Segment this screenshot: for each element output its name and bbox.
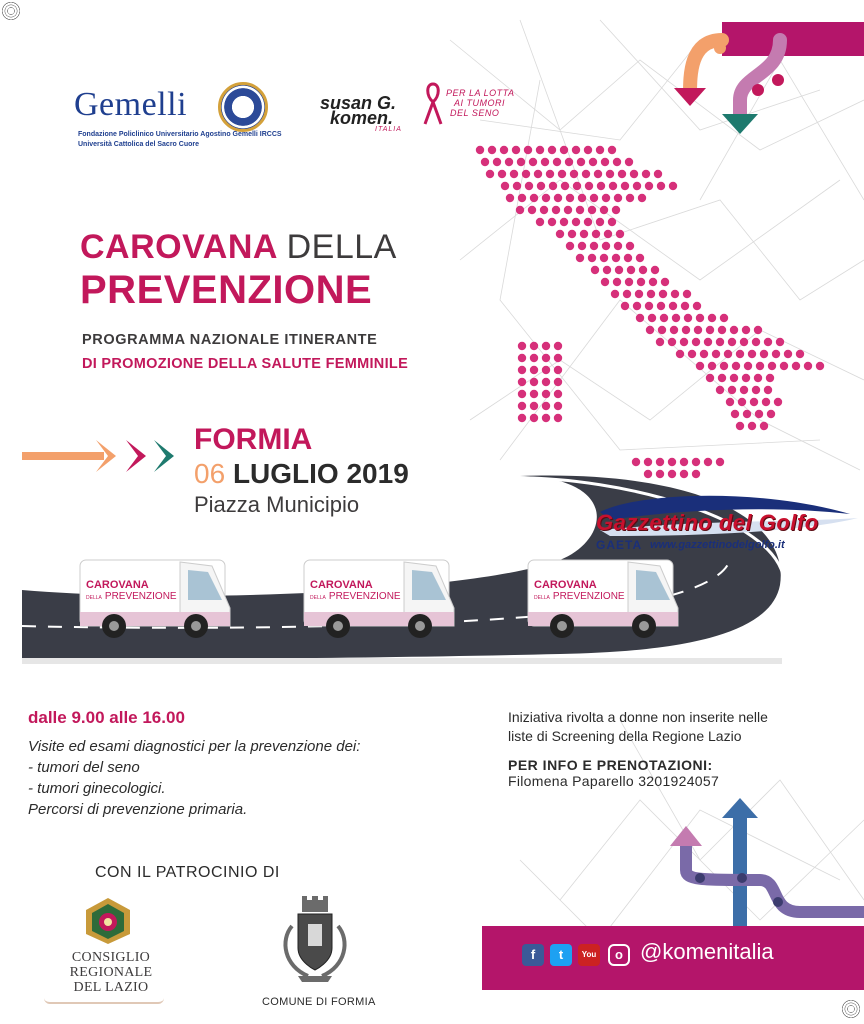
van-2-label-small: DELLA xyxy=(310,595,326,601)
facebook-icon[interactable]: f xyxy=(522,944,544,966)
komen-tag-2: AI TUMORI xyxy=(454,98,505,108)
event-day: 06 xyxy=(194,458,226,489)
van-1-label-top: CAROVANA xyxy=(86,579,149,591)
visits-list xyxy=(28,736,360,820)
patronage-heading: CON IL PATROCINIO DI xyxy=(95,864,280,881)
youtube-icon[interactable]: You xyxy=(578,944,600,966)
formia-municipality: COMUNE DI FORMIA xyxy=(262,996,376,1008)
social-handle[interactable]: @komenitalia xyxy=(640,939,774,964)
target-line-1: Iniziativa rivolta a donne non inserite nelle xyxy=(508,709,768,725)
watermark-city: GAETA xyxy=(596,538,643,552)
gemelli-line-2: Università Cattolica del Sacro Cuore xyxy=(78,141,199,148)
subtitle-line-1: PROGRAMMA NAZIONALE ITINERANTE xyxy=(82,332,378,348)
event-month-year: LUGLIO 2019 xyxy=(232,458,409,489)
instagram-icon[interactable]: o xyxy=(608,944,630,966)
lazio-emblem-icon xyxy=(84,896,132,946)
van-3-label-bottom: PREVENZIONE xyxy=(552,591,625,602)
watermark-name: Gazzettino del Golfo xyxy=(596,510,819,535)
komen-line-1: susan G. xyxy=(320,93,397,113)
van-3-label-small: DELLA xyxy=(534,595,550,601)
lazio-line-2: REGIONALE xyxy=(69,965,153,980)
subtitle-part-a: DI PROMOZIONE DELLA xyxy=(82,356,262,372)
komen-country: ITALIA xyxy=(375,126,402,133)
title-word-1: CAROVANA xyxy=(80,228,277,266)
event-city: FORMIA xyxy=(194,423,313,456)
visits-item: Visite ed esami diagnostici per la prevenzione dei: xyxy=(28,738,361,755)
lazio-line-3: DEL LAZIO xyxy=(73,980,149,995)
van-2-label-bottom: PREVENZIONE xyxy=(328,591,401,602)
visits-item: - tumori ginecologici. xyxy=(28,780,166,797)
watermark-url: www.gazzettinodelgolfo.it xyxy=(650,539,785,551)
lazio-underline xyxy=(44,998,164,1004)
title-line-2: PREVENZIONE xyxy=(80,268,373,312)
contact-info: Filomena Paparello 3201924057 xyxy=(508,773,720,789)
twitter-icon[interactable]: t xyxy=(550,944,572,966)
formia-crest-icon xyxy=(272,896,358,986)
van-2-label-top: CAROVANA xyxy=(310,579,373,591)
target-line-2: liste di Screening della Regione Lazio xyxy=(508,728,742,744)
van-1-label-small: DELLA xyxy=(86,595,102,601)
target-audience xyxy=(508,708,848,746)
van-1-label-bottom: PREVENZIONE xyxy=(104,591,177,602)
van-2-label xyxy=(310,580,401,604)
lazio-line-1: CONSIGLIO xyxy=(71,950,151,965)
van-3-label xyxy=(534,580,625,604)
van-1-label xyxy=(86,580,177,604)
komen-tag-1: PER LA LOTTA xyxy=(446,88,515,98)
lazio-council xyxy=(66,950,156,995)
komen-line-2: komen. xyxy=(330,108,394,128)
gemelli-line-1: Fondazione Policlinico Universitario Agostino Gemelli IRCCS xyxy=(78,131,282,138)
title-word-2: DELLA xyxy=(286,228,397,266)
gemelli-logo: Gemelli xyxy=(74,86,188,123)
event-place: Piazza Municipio xyxy=(194,492,360,517)
event-hours: dalle 9.00 alle 16.00 xyxy=(28,708,185,727)
van-3-label-top: CAROVANA xyxy=(534,579,597,591)
komen-tag-3: DEL SENO xyxy=(450,108,500,118)
visits-item: Percorsi di prevenzione primaria. xyxy=(28,801,248,818)
visits-item: - tumori del seno xyxy=(28,759,140,776)
social-bar xyxy=(482,926,864,990)
info-heading: PER INFO E PRENOTAZIONI: xyxy=(508,757,713,773)
subtitle-part-b: SALUTE FEMMINILE xyxy=(261,356,409,372)
